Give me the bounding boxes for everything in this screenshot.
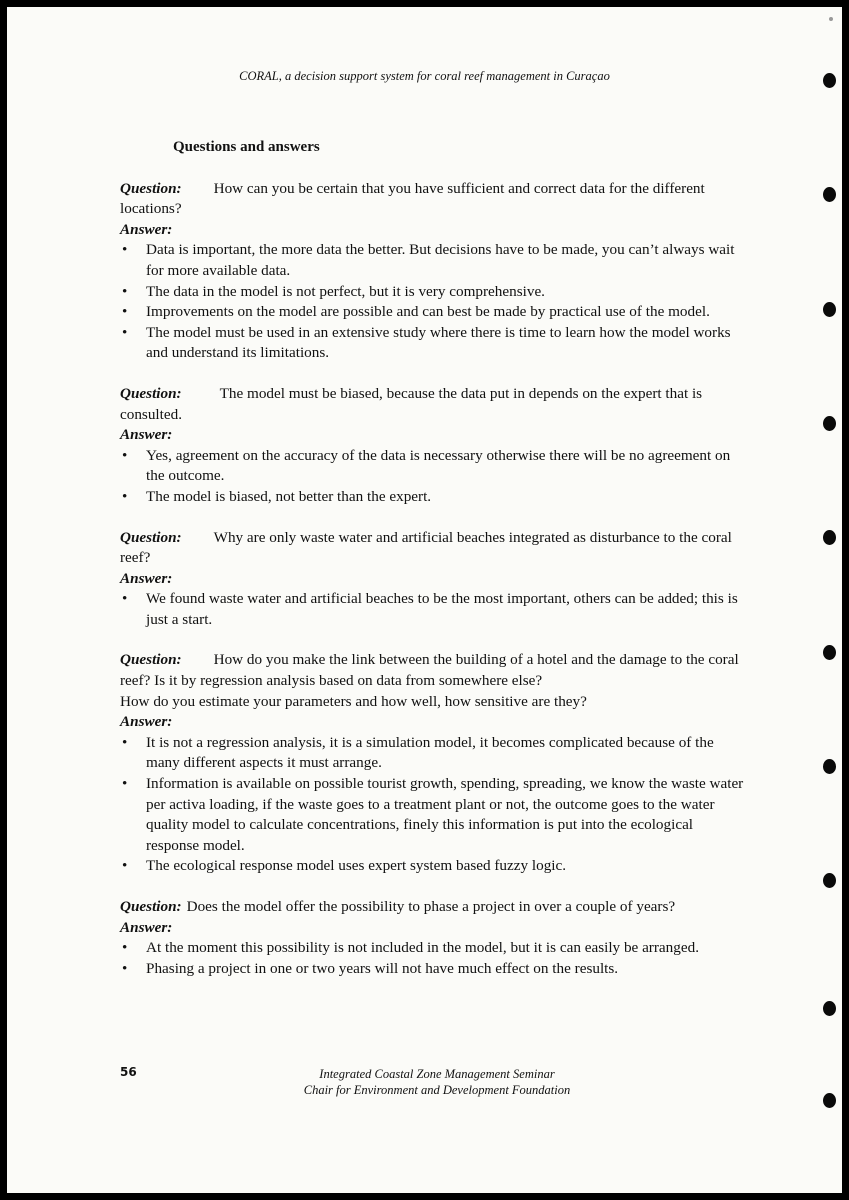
answer-text: The ecological response model uses expert system based fuzzy logic. bbox=[146, 857, 567, 875]
question-label: Question: bbox=[120, 651, 182, 669]
answer-text: The model must be used in an extensive study where there is time to learn how the model works and understand its limitations. bbox=[146, 323, 731, 362]
answer-label: Answer: bbox=[120, 713, 173, 731]
punch-hole bbox=[823, 416, 836, 431]
answer-item bbox=[120, 446, 745, 487]
qa-block bbox=[120, 528, 745, 631]
answer-text: Information is available on possible tourist growth, spending, spreading, we know the waste water per activa loading, if the waste goes to a treatment plant or not, the outcome goes to the water quality model to calculate concentrations, finely this information is put into the ecological response model. bbox=[146, 775, 744, 854]
answer-text: It is not a regression analysis, it is a simulation model, it becomes complicated because of the many different aspects it must arrange. bbox=[146, 733, 714, 772]
answer-item bbox=[120, 589, 745, 630]
answer-label: Answer: bbox=[120, 918, 173, 936]
qa-block bbox=[120, 897, 745, 979]
bullet-icon: • bbox=[122, 487, 128, 505]
document-page bbox=[7, 7, 842, 1193]
question bbox=[120, 528, 745, 569]
question bbox=[120, 650, 745, 691]
footer-line-1: Integrated Coastal Zone Management Seminar bbox=[319, 1067, 555, 1081]
answer-label: Answer: bbox=[120, 426, 173, 444]
bullet-icon: • bbox=[122, 323, 128, 341]
bullet-icon: • bbox=[122, 733, 128, 751]
answer-item bbox=[120, 487, 745, 508]
bullet-icon: • bbox=[122, 959, 128, 977]
answer-text: Data is important, the more data the better. But decisions have to be made, you can’t always wait for more available data. bbox=[146, 241, 735, 279]
answer-item bbox=[120, 959, 745, 980]
bullet-icon: • bbox=[122, 241, 128, 259]
question-extra: How do you estimate your parameters and how well, how sensitive are they? bbox=[120, 692, 587, 710]
punch-hole bbox=[823, 187, 836, 202]
section-title: Questions and answers bbox=[173, 139, 320, 155]
punch-hole bbox=[823, 302, 836, 317]
punch-hole bbox=[823, 873, 836, 888]
bullet-icon: • bbox=[122, 590, 128, 608]
question-text: Does the model offer the possibility to phase a project in over a couple of years? bbox=[186, 898, 676, 915]
footer-line-2: Chair for Environment and Development Foundation bbox=[303, 1083, 571, 1097]
running-header: CORAL, a decision support system for coral reef management in Curaçao bbox=[239, 69, 610, 83]
answer-text: Improvements on the model are possible and can best be made by practical use of the model. bbox=[146, 303, 710, 321]
answer-item bbox=[120, 938, 745, 959]
question-text: How can you be certain that you have sufficient and correct data for the different locations? bbox=[120, 179, 705, 218]
answer-item bbox=[120, 240, 745, 281]
answer-text: The data in the model is not perfect, but it is very comprehensive. bbox=[146, 282, 545, 300]
qa-block bbox=[120, 179, 745, 364]
answer-label: Answer: bbox=[120, 569, 173, 587]
answer-text: Phasing a project in one or two years will not have much effect on the results. bbox=[146, 959, 619, 977]
bullet-icon: • bbox=[122, 939, 128, 957]
answer-item bbox=[120, 323, 745, 364]
bullet-icon: • bbox=[122, 282, 128, 300]
punch-hole bbox=[823, 1001, 836, 1016]
answer-label: Answer: bbox=[120, 220, 173, 238]
answer-list bbox=[120, 938, 745, 979]
question-text: How do you make the link between the building of a hotel and the damage to the coral reef? Is it by regression analysis based on data from somewhere else? bbox=[120, 651, 739, 690]
answer-list bbox=[120, 733, 745, 877]
footer bbox=[247, 1066, 627, 1098]
bullet-icon: • bbox=[122, 775, 128, 793]
speck bbox=[829, 17, 833, 21]
question-label: Question: bbox=[120, 898, 182, 915]
main-content bbox=[120, 137, 745, 999]
qa-block bbox=[120, 650, 745, 877]
answer-text: At the moment this possibility is not included in the model, but it is can easily be arranged. bbox=[146, 939, 699, 957]
question bbox=[120, 179, 745, 220]
question bbox=[120, 384, 745, 425]
question-text: The model must be biased, because the data put in depends on the expert that is consulted. bbox=[120, 384, 703, 423]
punch-hole bbox=[823, 759, 836, 774]
bullet-icon: • bbox=[122, 857, 128, 875]
answer-list bbox=[120, 240, 745, 364]
answer-item bbox=[120, 282, 745, 303]
question bbox=[120, 897, 745, 918]
question-label: Question: bbox=[120, 528, 182, 546]
answer-list bbox=[120, 446, 745, 508]
answer-text: Yes, agreement on the accuracy of the data is necessary otherwise there will be no agreement on the outcome. bbox=[146, 446, 731, 485]
answer-item bbox=[120, 733, 745, 774]
punch-hole bbox=[823, 530, 836, 545]
question-label: Question: bbox=[120, 179, 182, 197]
bullet-icon: • bbox=[122, 303, 128, 321]
answer-item bbox=[120, 856, 745, 877]
answer-item bbox=[120, 302, 745, 323]
punch-hole bbox=[823, 645, 836, 660]
question-label: Question: bbox=[120, 384, 182, 402]
answer-item bbox=[120, 774, 745, 856]
answer-text: We found waste water and artificial beaches to be the most important, others can be added; this is just a start. bbox=[146, 590, 738, 628]
answer-text: The model is biased, not better than the expert. bbox=[146, 487, 432, 505]
question-text: Why are only waste water and artificial beaches integrated as disturbance to the coral reef? bbox=[120, 528, 732, 567]
answer-list bbox=[120, 589, 745, 630]
page-number: 56 bbox=[120, 1065, 137, 1079]
bullet-icon: • bbox=[122, 446, 128, 464]
punch-hole bbox=[823, 1093, 836, 1108]
qa-block bbox=[120, 384, 745, 508]
